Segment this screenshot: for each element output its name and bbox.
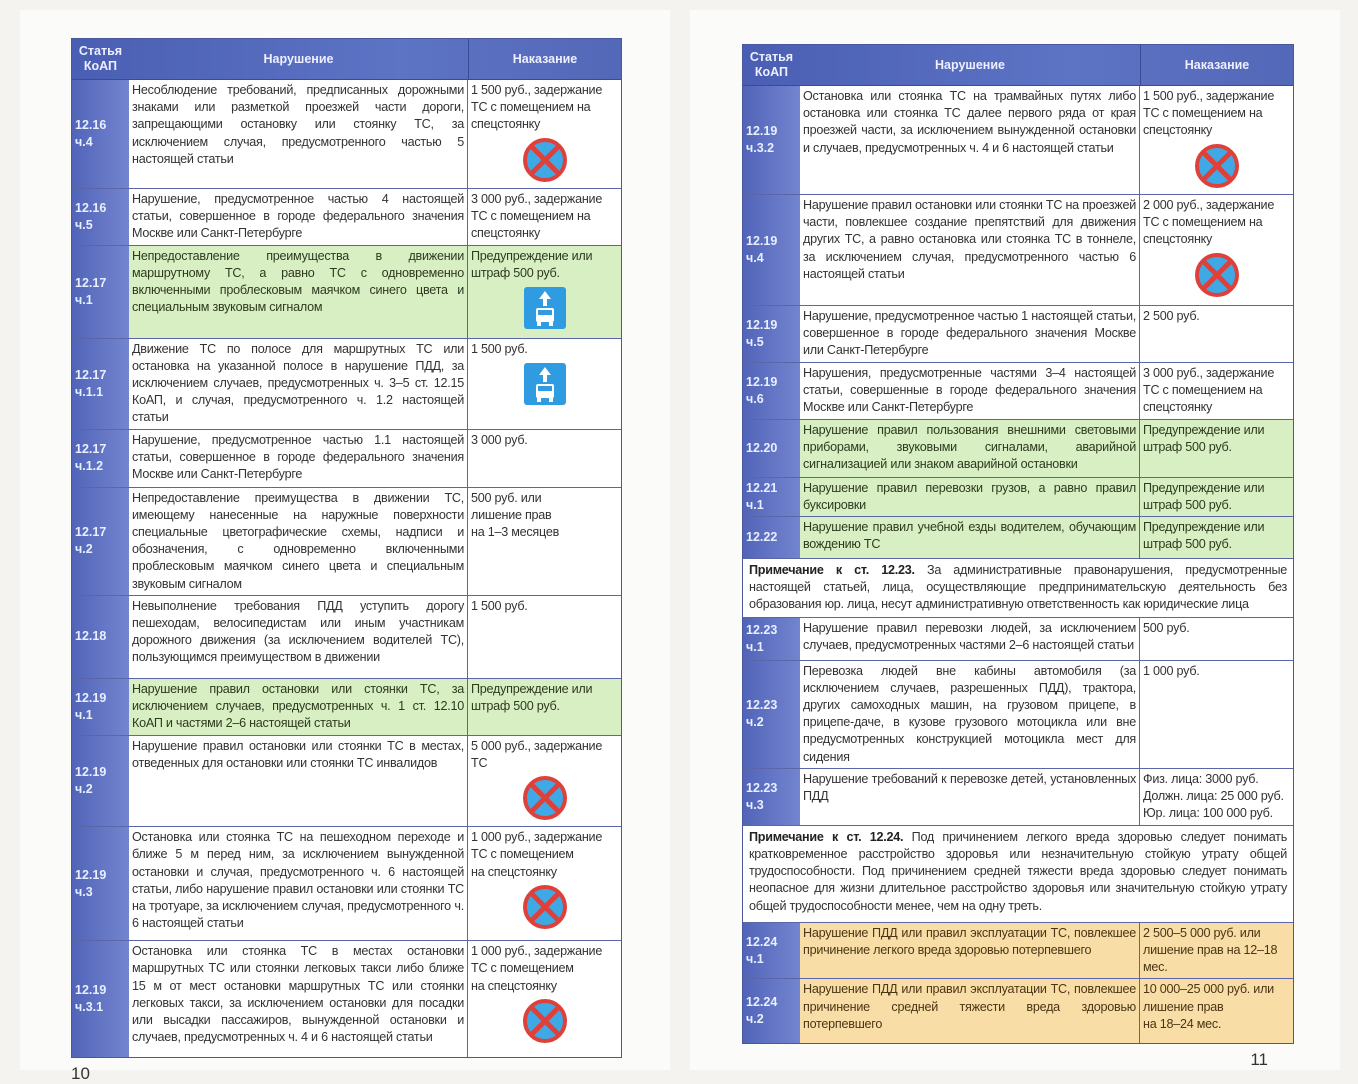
table-row (743, 661, 1293, 769)
violation-text: Невыполнение требования ПДД уступить дорогу пешеходам, велосипедистам или иным участникам дорожного движения (за исключением водителей ТС), пользующимся преимуществом в движении (129, 596, 468, 678)
table-row (743, 478, 1293, 517)
penalty-cell (468, 736, 621, 826)
left-page-content (71, 38, 622, 1084)
no-stopping-sign-icon (523, 885, 567, 929)
penalty-cell (468, 246, 621, 338)
article-code: 12.17 ч.1.2 (72, 430, 129, 487)
penalty-cell (1140, 517, 1293, 558)
table-row (743, 363, 1293, 420)
table-row (743, 618, 1293, 661)
table-row (743, 195, 1293, 306)
penalty-text: 1 500 руб. (471, 341, 528, 356)
table-row (743, 923, 1293, 980)
penalty-text: Предупреждение или штраф 500 руб. (471, 248, 593, 280)
table-row (72, 339, 621, 430)
penalty-cell (1140, 195, 1293, 305)
penalty-text: 500 руб. или лишение прав на 1–3 месяцев (471, 490, 560, 540)
article-code: 12.17 ч.1.1 (72, 339, 129, 429)
violation-text: Остановка или стоянка ТС на пешеходном переходе и ближе 5 м перед ним, за исключением вынужденной остановки и случая, предусмотренного ч. 6 настоящей статьи, либо нарушение правил остановки или стоянки ТС на тротуаре, за исключением случая, предусмотренного ч. 6 настоящей статьи (129, 827, 468, 940)
penalty-cell (1140, 979, 1293, 1043)
violation-text: Остановка или стоянка ТС в местах остановки маршрутных ТС или стоянки легковых такси либо ближе 15 м от мест остановки маршрутных ТС или стоянки легковых такси, за исключением остановки для посадки или высадки пассажиров, вынужденной остановки и случаев, предусмотренных ч. 4 и 6 настоящей статьи (129, 941, 468, 1057)
article-code: 12.16 ч.5 (72, 189, 129, 245)
penalty-cell (1140, 306, 1293, 362)
page-number: 10 (71, 1064, 90, 1084)
header-code: Статья КоАП (749, 50, 794, 79)
violation-text: Перевозка людей вне кабины автомобиля (за исключением случаев, разрешенных ПДД), трактора, других самоходных машин, на грузовом прицепе, в прицепе-даче, в кузове грузового мотоцикла или вне предусмотренных конструкцией мотоцикла мест для сидения (800, 661, 1140, 768)
violation-text: Нарушение ПДД или правил эксплуатации ТС, повлекшее причинение легкого вреда здоровью потерпевшего (800, 923, 1140, 979)
violation-text: Нарушение правил перевозки грузов, а равно правил буксировки (800, 478, 1140, 516)
penalty-text: Предупреждение или штраф 500 руб. (1143, 520, 1265, 552)
article-code: 12.19 ч.6 (743, 363, 800, 419)
no-stopping-sign-icon (523, 138, 567, 182)
table-row (743, 306, 1293, 363)
violation-text: Движение ТС по полосе для маршрутных ТС или остановка на указанной полосе в нарушение ПДД, за исключением случаев, предусмотренных ч. 3–5 ст. 12.15 КоАП, и случая, предусмотренного ч. 1.2 настоящей статьи (129, 339, 468, 429)
article-code: 12.19 ч.3.2 (743, 86, 800, 194)
penalty-cell (468, 80, 621, 188)
article-code: 12.19 ч.2 (72, 736, 129, 826)
note-row (743, 826, 1293, 923)
note-label: Примечание к ст. 12.24. (749, 829, 904, 844)
penalty-cell (468, 189, 621, 245)
penalty-text: Предупреждение или штраф 500 руб. (471, 681, 593, 714)
table-row (743, 420, 1293, 478)
no-stopping-sign-icon (1195, 253, 1239, 297)
penalty-cell (468, 679, 621, 735)
violation-text: Несоблюдение требований, предписанных дорожными знаками или разметкой проезжей части дороги, запрещающими остановку или стоянку ТС, за исключением случая, предусмотренного частью 5 настоящей статьи (129, 80, 468, 188)
article-code: 12.23 ч.3 (743, 769, 800, 825)
table-row (72, 246, 621, 339)
table-row (72, 736, 621, 827)
penalty-cell (1140, 478, 1293, 516)
table-row (72, 488, 621, 596)
table-body (72, 80, 621, 1057)
table-row (72, 430, 621, 488)
article-code: 12.19 ч.4 (743, 195, 800, 305)
violation-text: Остановка или стоянка ТС на трамвайных путях либо остановка или стоянка ТС далее первого ряда от края проезжей части, за исключением вынужденной остановки и случаев, предусмотренных ч. 4 и 6 настоящей статьи (800, 86, 1140, 194)
table-row (72, 679, 621, 736)
penalty-text: 1 500 руб., задержание ТС с помещением на спецстоянку (1143, 89, 1275, 138)
article-code: 12.24 ч.1 (743, 923, 800, 979)
header-violation: Нарушение (800, 45, 1141, 85)
fines-table-left (71, 38, 622, 1058)
article-code: 12.24 ч.2 (743, 979, 800, 1043)
note-text: Под причинением легкого вреда здоровью следует понимать кратковременное расстройство здоровья или незначительную стойкую утрату общей трудоспособности. Под причинением средней тяжести вреда здоровью следует понимать неопасное для жизни длительное расстройство здоровья или значительную стойкую утрату общей трудоспособности менее, чем на одну треть. (749, 829, 1288, 913)
header-violation: Нарушение (129, 39, 469, 79)
violation-text: Нарушение, предусмотренное частью 1 настоящей статьи, совершенное в городе федерального значения Москве или Санкт-Петербурге (800, 306, 1140, 362)
fines-table-right (742, 44, 1294, 1044)
bus-lane-sign-icon (523, 286, 567, 330)
article-code: 12.18 (72, 596, 129, 678)
table-row (743, 769, 1293, 826)
penalty-text: 1 500 руб., задержание ТС с помещением на спецстоянку (471, 83, 603, 132)
penalty-cell (468, 488, 621, 595)
table-row (72, 189, 621, 246)
article-code: 12.19 ч.3 (72, 827, 129, 940)
header-penalty: Наказание (1184, 57, 1250, 72)
penalty-text: 1 000 руб., задержание ТС с помещением на спецстоянку (471, 944, 603, 993)
penalty-text: 1 500 руб. (471, 598, 528, 613)
penalty-cell (1140, 618, 1293, 660)
penalty-text: 500 руб. (1143, 620, 1190, 635)
violation-text: Непредоставление преимущества в движении маршрутному ТС, а равно ТС с одновременно включенными проблесковым маячком синего цвета и специальным звуковым сигналом (129, 246, 468, 338)
bus-lane-sign-icon (523, 362, 567, 406)
article-code: 12.23 ч.2 (743, 661, 800, 768)
penalty-cell (1140, 661, 1293, 768)
violation-text: Нарушение, предусмотренное частью 4 настоящей статьи, совершенное в городе федерального значения Москве или Санкт-Петербурге (129, 189, 468, 245)
violation-text: Нарушение требований к перевозке детей, установленных ПДД (800, 769, 1140, 825)
penalty-text: 5 000 руб., задержание ТС (471, 738, 603, 771)
penalty-text: 1 000 руб., задержание ТС с помещением на спецстоянку (471, 830, 603, 879)
violation-text: Нарушение, предусмотренное частью 1.1 настоящей статьи, совершенное в городе федерального значения Москве или Санкт-Петербурге (129, 430, 468, 487)
right-page-content (742, 44, 1294, 1070)
article-code: 12.22 (743, 517, 800, 558)
no-stopping-sign-icon (523, 776, 567, 820)
penalty-text: 3 000 руб. (471, 432, 528, 447)
penalty-cell (1140, 363, 1293, 419)
penalty-text: 2 000 руб., задержание ТС с помещением на спецстоянку (1143, 198, 1275, 247)
violation-text: Нарушение ПДД или правил эксплуатации ТС, повлекшее причинение средней тяжести вреда здоровью потерпевшего (800, 979, 1140, 1043)
penalty-cell (468, 596, 621, 678)
table-row (72, 596, 621, 679)
penalty-cell (468, 430, 621, 487)
table-row (72, 827, 621, 941)
table-row (743, 517, 1293, 559)
penalty-text: 10 000–25 000 руб. или лишение прав на 18–24 мес. (1143, 982, 1274, 1031)
article-code: 12.21 ч.1 (743, 478, 800, 516)
no-stopping-sign-icon (523, 999, 567, 1043)
penalty-text: Предупреждение или штраф 500 руб. (1143, 422, 1265, 454)
article-code: 12.19 ч.1 (72, 679, 129, 735)
header-code: Статья КоАП (78, 44, 123, 73)
violation-text: Нарушение правил остановки или стоянки ТС в местах, отведенных для остановки или стоянки ТС инвалидов (129, 736, 468, 826)
note-text: За административные правонарушения, предусмотренные настоящей статьей, лица, осуществляющие предпринимательскую деятельность без образования юр. лица, несут административную ответственность как юридические лица (749, 563, 1287, 612)
violation-text: Нарушения, предусмотренные частями 3–4 настоящей статьи, совершенные в городе федерального значения Москве или Санкт-Петербурге (800, 363, 1140, 419)
penalty-cell (468, 941, 621, 1057)
note-label: Примечание к ст. 12.23. (749, 563, 915, 578)
table-row (743, 86, 1293, 195)
note-row (743, 559, 1293, 618)
table-header (743, 45, 1293, 86)
page-number: 11 (1250, 1050, 1268, 1070)
no-stopping-sign-icon (1195, 144, 1239, 188)
penalty-text: 2 500–5 000 руб. или лишение прав на 12–18 мес. (1143, 925, 1278, 975)
penalty-text: 1 000 руб. (1143, 663, 1200, 678)
penalty-cell (1140, 923, 1293, 979)
penalty-cell (1140, 86, 1293, 194)
table-row (72, 941, 621, 1057)
penalty-text: Предупреждение или штраф 500 руб. (1143, 480, 1265, 512)
table-header (72, 39, 621, 80)
article-code: 12.20 (743, 420, 800, 477)
article-code: 12.16 ч.4 (72, 80, 129, 188)
violation-text: Непредоставление преимущества в движении ТС, имеющему нанесенные на наружные поверхности специальные цветографические схемы, надписи и обозначения, с одновременно включенными проблесковым маячком синего цвета и специальным звуковым сигналом (129, 488, 468, 595)
table-body (743, 86, 1293, 1043)
penalty-text: 2 500 руб. (1143, 309, 1200, 323)
violation-text: Нарушение правил остановки или стоянки ТС на проезжей части, повлекшее создание препятствий для движения других ТС, а равно остановка или стоянка ТС в тоннеле, за исключением случая, предусмотренного частью 6 настоящей статьи (800, 195, 1140, 305)
penalty-text: Физ. лица: 3000 руб. Должн. лица: 25 000 руб. Юр. лица: 100 000 руб. (1143, 771, 1284, 821)
table-row (72, 80, 621, 189)
penalty-cell (468, 827, 621, 940)
penalty-cell (1140, 769, 1293, 825)
article-code: 12.19 ч.5 (743, 306, 800, 362)
penalty-cell (1140, 420, 1293, 477)
violation-text: Нарушение правил пользования внешними световыми приборами, звуковыми сигналами, аварийной сигнализацией или знаком аварийной остановки (800, 420, 1140, 477)
violation-text: Нарушение правил остановки или стоянки ТС, за исключением случаев, предусмотренных ч. 1 ст. 12.10 КоАП и частями 2–6 настоящей статьи (129, 679, 468, 735)
header-penalty: Наказание (512, 51, 578, 66)
penalty-text: 3 000 руб., задержание ТС с помещением на спецстоянку (1143, 365, 1275, 415)
article-code: 12.19 ч.3.1 (72, 941, 129, 1057)
article-code: 12.17 ч.2 (72, 488, 129, 595)
article-code: 12.23 ч.1 (743, 618, 800, 660)
penalty-text: 3 000 руб., задержание ТС с помещением на спецстоянку (471, 191, 603, 241)
article-code: 12.17 ч.1 (72, 246, 129, 338)
violation-text: Нарушение правил учебной езды водителем, обучающим вождению ТС (800, 517, 1140, 558)
violation-text: Нарушение правил перевозки людей, за исключением случаев, предусмотренных частями 2–6 настоящей статьи (800, 618, 1140, 660)
table-row (743, 979, 1293, 1043)
penalty-cell (468, 339, 621, 429)
